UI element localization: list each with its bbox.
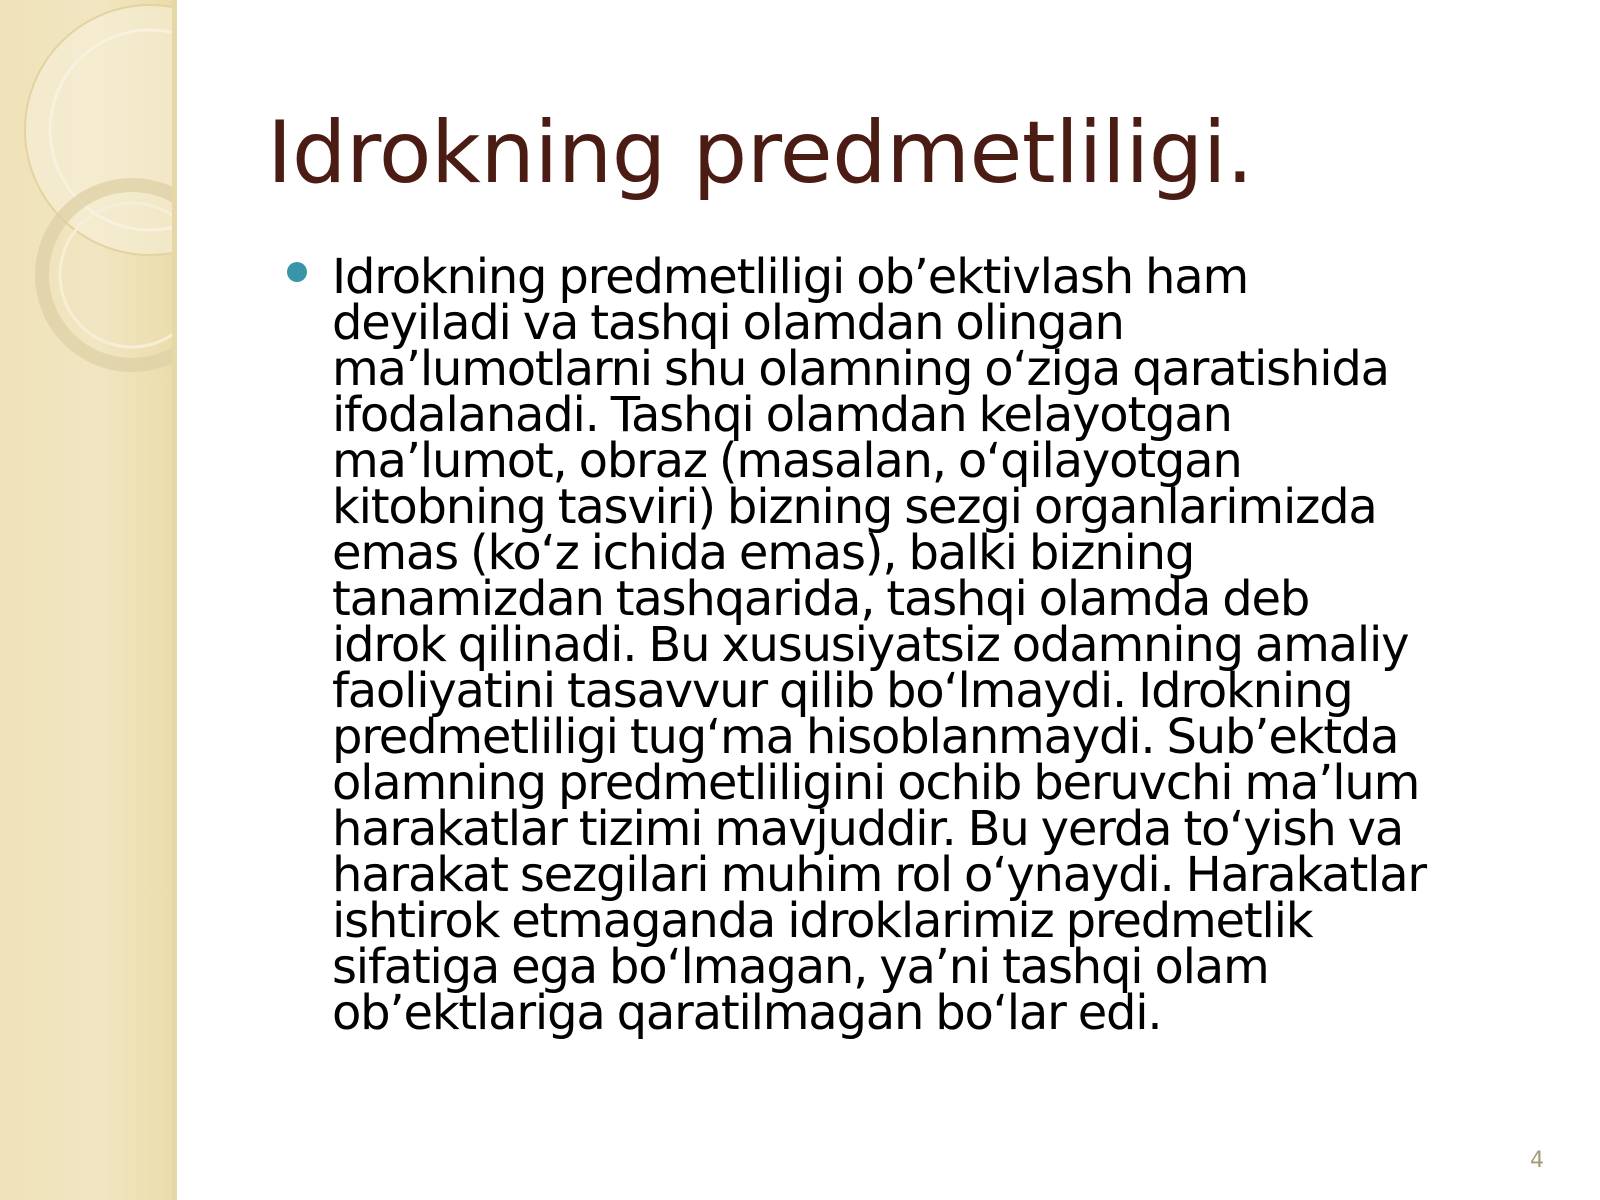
slide-body	[282, 249, 1562, 1041]
side-band-edge	[172, 0, 177, 1200]
bullet-item	[282, 249, 1562, 1041]
decorative-side-band	[0, 0, 177, 1200]
slide-title: Idrokning predmetliligi.	[267, 103, 1254, 203]
bullet-dot-icon	[287, 262, 307, 282]
decorative-rings	[0, 0, 177, 1200]
bullet-text: Idrokning predmetliligi ob’ektivlash ham deyiladi va tashqi olamdan olingan ma’lumotlarni shu olamning o‘ziga qaratishida ifodalanadi. Tashqi olamdan kelayotgan ma’lumot, obraz (masalan, o‘qilayotgan kitobning tasviri) bizning sezgi organlarimizda emas (ko‘z ichida emas), balki bizning tanamizdan tashqarida, tashqi olamda deb idrok qilinadi. Bu xususiyatsiz odamning amaliy faoliyatini tasavvur qilib bo‘lmaydi. Idrokning predmetliligi tug‘ma hisoblanmaydi. Sub’ektda olamning predmetliligini ochib beruvchi ma’lum harakatlar tizimi mavjuddir. Bu yerda to‘yish va harakat sezgilari muhim rol o‘ynaydi. Harakatlar ishtirok etmaganda idroklarimiz predmetlik sifatiga ega bo‘lmagan, ya’ni tashqi olam ob’ektlariga qaratilmagan bo‘lar edi.	[332, 249, 1426, 1041]
page-number: 4	[1530, 1148, 1544, 1173]
